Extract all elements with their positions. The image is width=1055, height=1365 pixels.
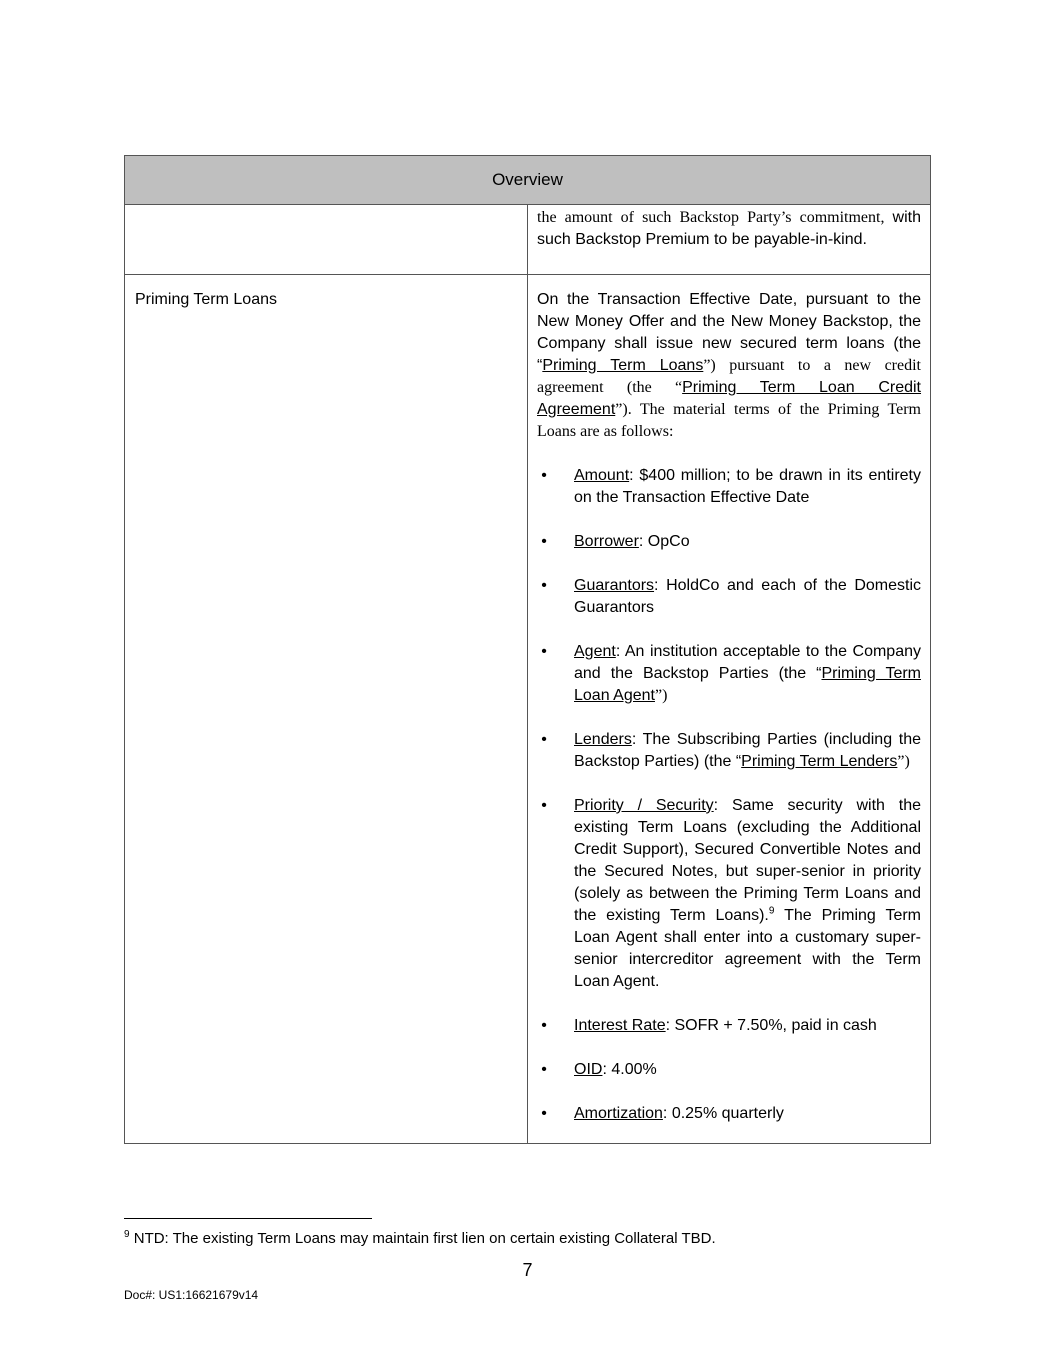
term-label: Lenders	[574, 731, 632, 748]
document-id: Doc#: US1:16621679v14	[124, 1288, 259, 1302]
term-text: 0.25% quarterly	[671, 1105, 784, 1122]
intro-text-1: On the Transaction Effective Date, pursuant to the New Money Offer and the New Money Backstop, the Company shall issue new secured term loans (the “	[537, 291, 921, 374]
term-tail: ”)	[654, 687, 668, 704]
terms-list	[537, 465, 921, 1138]
term-sheet-table	[124, 155, 931, 1144]
list-item-guarantors	[537, 575, 921, 619]
bullet-icon: •	[541, 1061, 547, 1078]
term-text: Same security with the existing Term Loans (excluding the Additional Credit Support), Secured Convertible Notes and the Secured Notes, but super-senior in priority (solely as between the Priming Term Loans and the existing Term Loans).	[574, 797, 922, 924]
bullet-icon: •	[541, 731, 547, 748]
list-item-oid	[537, 1059, 921, 1081]
term-text: OpCo	[647, 533, 690, 550]
bullet-icon: •	[541, 1105, 547, 1122]
continuation-text-cell	[528, 205, 931, 275]
term-text: $400 million; to be drawn in its entirety on the Transaction Effective Date	[574, 467, 922, 506]
bullet-icon: •	[541, 533, 547, 550]
term-label: OID	[574, 1061, 603, 1078]
footnote-ref[interactable]: 9	[768, 905, 775, 917]
defined-term: Priming Term Loan Agent	[574, 665, 921, 704]
bullet-icon: •	[541, 577, 547, 594]
list-item-interest-rate	[537, 1015, 921, 1037]
term-sep: :	[615, 643, 625, 660]
footnote	[124, 1229, 924, 1249]
term-label: Guarantors	[574, 577, 655, 594]
term-sep: :	[665, 1017, 675, 1034]
term-sep: :	[638, 533, 648, 550]
list-item-amount	[537, 465, 921, 509]
term-sep: :	[713, 797, 732, 814]
footnote-separator	[124, 1218, 372, 1219]
bullet-icon: •	[541, 467, 547, 484]
table-header: Overview	[125, 156, 931, 205]
term-label: Amortization	[574, 1105, 663, 1122]
term-text: The Subscribing Parties (including the Backstop Parties) (the “	[574, 731, 921, 770]
list-item-lenders	[537, 729, 921, 773]
term-text: 4.00%	[611, 1061, 657, 1078]
term-sep: :	[602, 1061, 612, 1078]
intro-paragraph	[537, 289, 921, 443]
list-item-amortization	[537, 1103, 921, 1125]
term-sep: :	[662, 1105, 672, 1122]
term-label: Amount	[574, 467, 630, 484]
priming-term-loans-label: Priming Term Loans	[135, 291, 277, 308]
term-sep: :	[629, 467, 640, 484]
term-text: An institution acceptable to the Company and the Backstop Parties (the “	[574, 643, 921, 682]
term-text: HoldCo and each of the Domestic Guarantors	[574, 577, 921, 616]
list-item-borrower	[537, 531, 921, 553]
footnote-number: 9	[124, 1229, 130, 1240]
bullet-icon: •	[541, 797, 547, 814]
term-tail: The Priming Term Loan Agent shall enter into a customary super-senior intercreditor agreement with the Term Loan Agent.	[574, 907, 921, 990]
term-text: SOFR + 7.50%, paid in cash	[674, 1017, 877, 1034]
priming-content-cell	[528, 275, 931, 1144]
term-sep: :	[631, 731, 643, 748]
bullet-icon: •	[541, 1017, 547, 1034]
intro-text-2: ”) pursuant to a new credit agreement (the “	[537, 357, 922, 396]
term-label: Interest Rate	[574, 1017, 666, 1034]
bullet-icon: •	[541, 643, 547, 660]
continuation-text-b: with such Backstop Premium to be payable-in-kind.	[537, 209, 921, 248]
footnote-text: NTD: The existing Term Loans may maintain first lien on certain existing Collateral TBD.	[129, 1230, 716, 1247]
defined-term-credit-agreement: Priming Term Loan Credit Agreement	[537, 379, 922, 418]
term-label: Borrower	[574, 533, 639, 550]
continuation-text-a: the amount of such Backstop Party’s commitment,	[537, 209, 893, 226]
priming-label-cell	[125, 275, 528, 1144]
defined-term: Priming Term Lenders	[741, 753, 898, 770]
defined-term-priming-term-loans: Priming Term Loans	[542, 357, 704, 374]
continuation-label-cell	[125, 205, 528, 275]
page-number: 7	[522, 1260, 533, 1280]
list-item-agent	[537, 641, 921, 707]
list-item-priority-security	[537, 795, 921, 993]
term-label: Agent	[574, 643, 616, 660]
term-tail: ”)	[897, 753, 910, 770]
term-sep: :	[654, 577, 667, 594]
intro-text-3: ”). The material terms of the Priming Term Loans are as follows:	[537, 401, 921, 440]
term-label: Priority / Security	[574, 797, 714, 814]
